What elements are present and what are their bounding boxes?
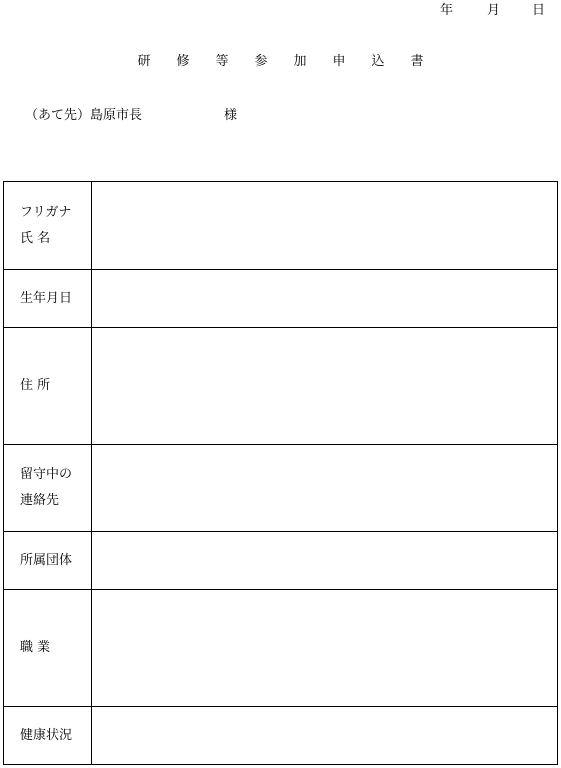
birthdate-row [4, 270, 558, 328]
addressee [25, 106, 325, 126]
occupation-label [20, 635, 78, 661]
date-month-label: 月 [487, 3, 501, 18]
title-char: 申 [332, 54, 359, 69]
occupation-label-char: 職 [20, 640, 34, 655]
name-field[interactable] [92, 182, 558, 270]
title-char: 込 [371, 54, 398, 69]
name-label [20, 226, 78, 252]
addressee-honorific: 様 [224, 108, 238, 123]
date-year-label: 年 [440, 3, 454, 18]
health-label-cell [4, 707, 92, 765]
title-char: 研 [137, 54, 164, 69]
addressee-prefix: （あて先）島原市長 [25, 108, 143, 123]
application-form-table [3, 181, 558, 765]
contact-field[interactable] [92, 445, 558, 532]
birthdate-label-cell [4, 270, 92, 328]
title-char: 加 [293, 54, 320, 69]
name-label-char: 名 [37, 230, 51, 246]
organization-field[interactable] [92, 532, 558, 590]
address-row [4, 328, 558, 445]
title-char: 書 [410, 54, 437, 69]
birthdate-field[interactable] [92, 270, 558, 328]
date-day-label: 日 [532, 3, 546, 18]
address-label-cell [4, 328, 92, 445]
occupation-row [4, 590, 558, 707]
address-label-char: 住 [20, 378, 34, 393]
furigana-label: フリガナ [20, 204, 72, 220]
contact-label-line1: 留守中の [20, 467, 73, 482]
document-title [0, 52, 561, 72]
title-char: 参 [254, 54, 281, 69]
name-row [4, 182, 558, 270]
title-char: 修 [176, 54, 203, 69]
birthdate-label: 生年月日 [20, 290, 73, 306]
name-label-cell [4, 182, 92, 270]
date-line [440, 2, 550, 20]
contact-label-line2: 連絡先 [20, 493, 60, 508]
address-label-char: 所 [37, 378, 51, 393]
address-field[interactable] [92, 328, 558, 445]
organization-label: 所属団体 [20, 552, 73, 568]
contact-label-cell [4, 445, 92, 532]
occupation-field[interactable] [92, 590, 558, 707]
contact-row [4, 445, 558, 532]
address-label [20, 373, 78, 399]
organization-row [4, 532, 558, 590]
health-field[interactable] [92, 707, 558, 765]
occupation-label-cell [4, 590, 92, 707]
title-char: 等 [215, 54, 242, 69]
health-label: 健康状況 [20, 727, 73, 743]
organization-label-cell [4, 532, 92, 590]
occupation-label-char: 業 [37, 640, 51, 655]
name-label-char: 氏 [20, 230, 34, 246]
health-row [4, 707, 558, 765]
